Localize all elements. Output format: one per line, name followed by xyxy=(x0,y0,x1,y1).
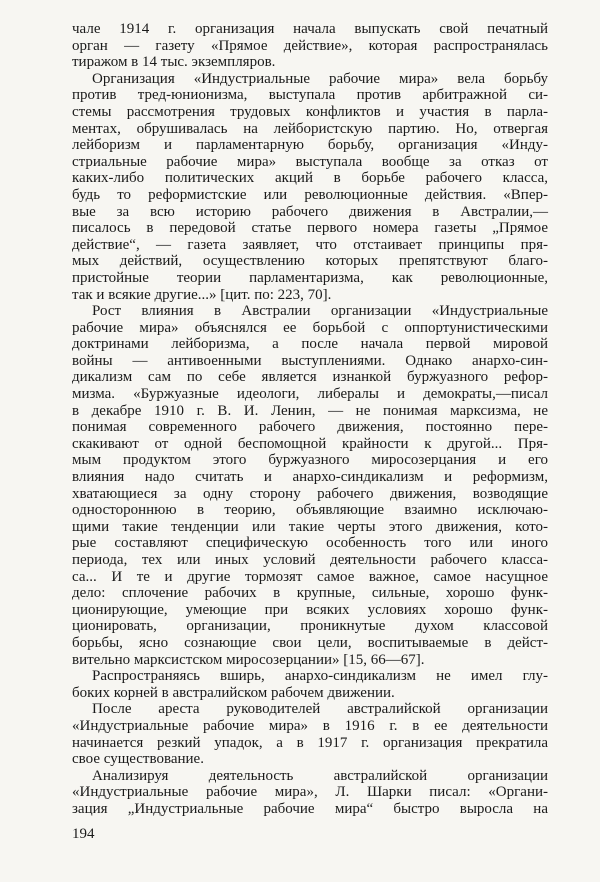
paragraph xyxy=(72,303,548,668)
text-line: писалось в передовой статье первого номера газеты „Прямое xyxy=(72,220,548,237)
text-line: борьбы, ясно сознающие свои цели, воспитываемые в дейст- xyxy=(72,634,548,651)
text-line: ментах, обрушивалась на лейбористскую партию. Но, отвергая xyxy=(72,120,548,137)
text-line: зация „Индустриальные рабочие мира“ быстро выросла на xyxy=(72,800,548,817)
paragraph xyxy=(72,668,548,701)
text-line: Рост влияния в Австралии организации «Индустриальные xyxy=(92,303,548,320)
text-line: мым продуктом этого буржуазного миросозерцания и его xyxy=(72,452,548,469)
text-line: одностороннюю в теорию, объявляющие взаимно исключаю- xyxy=(72,502,548,519)
text-line: будь то реформистские или революционные действия. «Впер- xyxy=(72,186,548,203)
text-line: рые составляют специфическую особенность того или иного xyxy=(72,535,548,552)
text-line: стриальные рабочие мира» выступала вообще за отказ от xyxy=(72,153,548,170)
paragraph xyxy=(72,768,548,818)
text-line: каких-либо политических акций в борьбе рабочего класса, xyxy=(72,170,548,187)
text-line: понимая современного рабочего движения, постоянно пере- xyxy=(72,419,548,436)
page-number: 194 xyxy=(72,826,95,842)
text-line: скакивают от одной беспомощной крайности к другой... Пря- xyxy=(72,435,548,452)
text-line: рабочие мира» объяснялся ее борьбой с оппортунистическими xyxy=(72,319,548,336)
text-line: вительно марксистском миросозерцании» [15, 66—67]. xyxy=(72,651,425,668)
text-line: орган — газету «Прямое действие», которая распространялась xyxy=(72,37,548,54)
text-line: влияния надо считать и анархо-синдикализм и реформизм, xyxy=(72,469,548,486)
text-line: войны — антивоенными выступлениями. Однако анархо-син- xyxy=(72,352,548,369)
text-line: Анализируя деятельность австралийской организации xyxy=(92,767,548,784)
text-line: пристойные теории парламентаризма, как революционные, xyxy=(72,269,548,286)
text-line: вые за всю историю рабочего движения в Австралии,— xyxy=(72,203,548,220)
text-line: так и всякие другие...» [цит. по: 223, 70]. xyxy=(72,286,332,303)
text-line: Организация «Индустриальные рабочие мира» вела борьбу xyxy=(92,70,548,87)
text-line: действие“, — газета заявляет, что отстаивает принципы пря- xyxy=(72,236,548,253)
text-line: чале 1914 г. организация начала выпускать свой печатный xyxy=(72,21,548,37)
text-line: «Индустриальные рабочие мира» в 1916 г. в ее деятельности xyxy=(72,717,548,734)
text-line: дикализм сам по себе является изнанкой буржуазного рефор- xyxy=(72,369,548,386)
text-line: доктринами лейборизма, а после начала первой мировой xyxy=(72,336,548,353)
text-line: боких корней в австралийском рабочем движении. xyxy=(72,684,395,701)
text-line: хватающиеся за одну сторону рабочего движения, возводящие xyxy=(72,485,548,502)
text-line: ционировать, организации, проникнутые духом классовой xyxy=(72,618,548,635)
text-line: стемы рассмотрения трудовых конфликтов и участия в парла- xyxy=(72,103,548,120)
text-line: начинается резкий упадок, а в 1917 г. организация прекратила xyxy=(72,734,548,751)
text-line: тиражом в 14 тыс. экземпляров. xyxy=(72,54,276,71)
text-line: «Индустриальные рабочие мира», Л. Шарки писал: «Органи- xyxy=(72,784,548,801)
text-line: Распространяясь вширь, анархо-синдикализм не имел глу- xyxy=(92,668,548,685)
text-line: ционирующие, умеющие при всяких условиях хорошо функ- xyxy=(72,601,548,618)
text-line: мых действий, осуществлению которых препятствуют благо- xyxy=(72,253,548,270)
text-line: мизма. «Буржуазные идеологи, либералы и демократы,—писал xyxy=(72,386,548,403)
text-line: в декабре 1910 г. В. И. Ленин, — не понимая марксизма, не xyxy=(72,402,548,419)
text-line: После ареста руководителей австралийской организации xyxy=(92,701,548,718)
text-line: против тред-юнионизма, выступала против арбитражной си- xyxy=(72,87,548,104)
text-line: периода, тех или иных условий деятельности рабочего класса- xyxy=(72,552,548,568)
paragraph xyxy=(72,71,548,303)
text-line: лейборизм и парламентарную борьбу, организация «Инду- xyxy=(72,137,548,154)
paragraph xyxy=(72,701,548,767)
text-line: щими такие тенденции или такие черты этого движения, кото- xyxy=(72,518,548,535)
text-line: свое существование. xyxy=(72,751,204,768)
paragraph xyxy=(72,21,548,71)
text-line: са... И те и другие тормозят самое важное, самое насущное xyxy=(72,568,548,585)
text-line: дело: сплочение рабочих в крупные, сильные, хорошо функ- xyxy=(72,585,548,602)
